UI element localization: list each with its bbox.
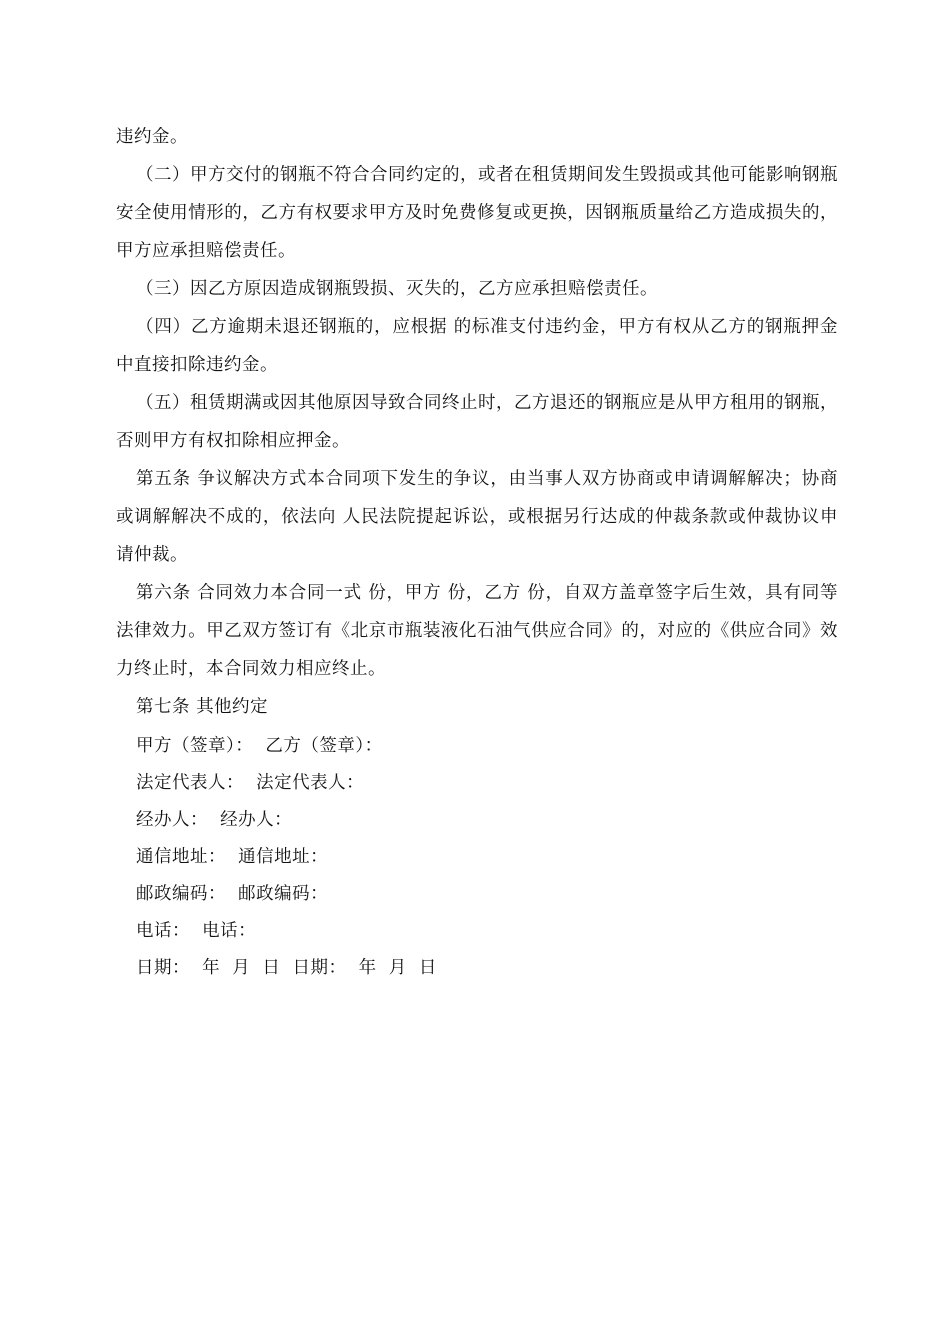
- signature-line-agent: 经办人： 经办人：: [136, 810, 293, 830]
- contract-page: [116, 118, 838, 987]
- signature-block: [116, 728, 838, 987]
- signature-line-postcode: 邮政编码： 邮政编码：: [136, 884, 329, 904]
- signature-line-seal: 甲方（签章）： 乙方（签章）：: [136, 736, 383, 756]
- article-5-dispute-resolution: 第五条 争议解决方式本合同项下发生的争议，由当事人双方协商或申请调解解决；协商或调解解决不成的，依法向 人民法院提起诉讼，或根据另行达成的仲裁条款或仲裁协议申请仲裁。: [116, 469, 838, 565]
- clause-2-cylinder-defect: （二）甲方交付的钢瓶不符合合同约定的，或者在租赁期间发生毁损或其他可能影响钢瓶安全使用情形的，乙方有权要求甲方及时免费修复或更换，因钢瓶质量给乙方造成损失的，甲方应承担赔偿责任。: [116, 165, 838, 261]
- clause-3-damage-liability: （三）因乙方原因造成钢瓶毁损、灭失的，乙方应承担赔偿责任。: [136, 279, 658, 299]
- clause-5-return-cylinder: （五）租赁期满或因其他原因导致合同终止时，乙方退还的钢瓶应是从甲方租用的钢瓶，否则甲方有权扣除相应押金。: [116, 393, 838, 451]
- clause-4-late-return: （四）乙方逾期未退还钢瓶的，应根据 的标准支付违约金，甲方有权从乙方的钢瓶押金中直接扣除违约金。: [116, 317, 838, 375]
- signature-line-phone: 电话： 电话：: [136, 921, 257, 941]
- signature-line-date: 日期： 年 月 日 日期： 年 月 日: [136, 958, 437, 978]
- article-7-other-terms: 第七条 其他约定: [136, 697, 269, 717]
- signature-line-address: 通信地址： 通信地址：: [136, 847, 329, 867]
- article-6-contract-validity: 第六条 合同效力本合同一式 份，甲方 份，乙方 份，自双方盖章签字后生效，具有同等法律效力。甲乙双方签订有《北京市瓶装液化石油气供应合同》的，对应的《供应合同》效力终止时，本合同效力相应终止。: [116, 583, 838, 679]
- paragraph-penalty-end: 违约金。: [116, 127, 188, 147]
- signature-line-legal-rep: 法定代表人： 法定代表人：: [136, 773, 365, 793]
